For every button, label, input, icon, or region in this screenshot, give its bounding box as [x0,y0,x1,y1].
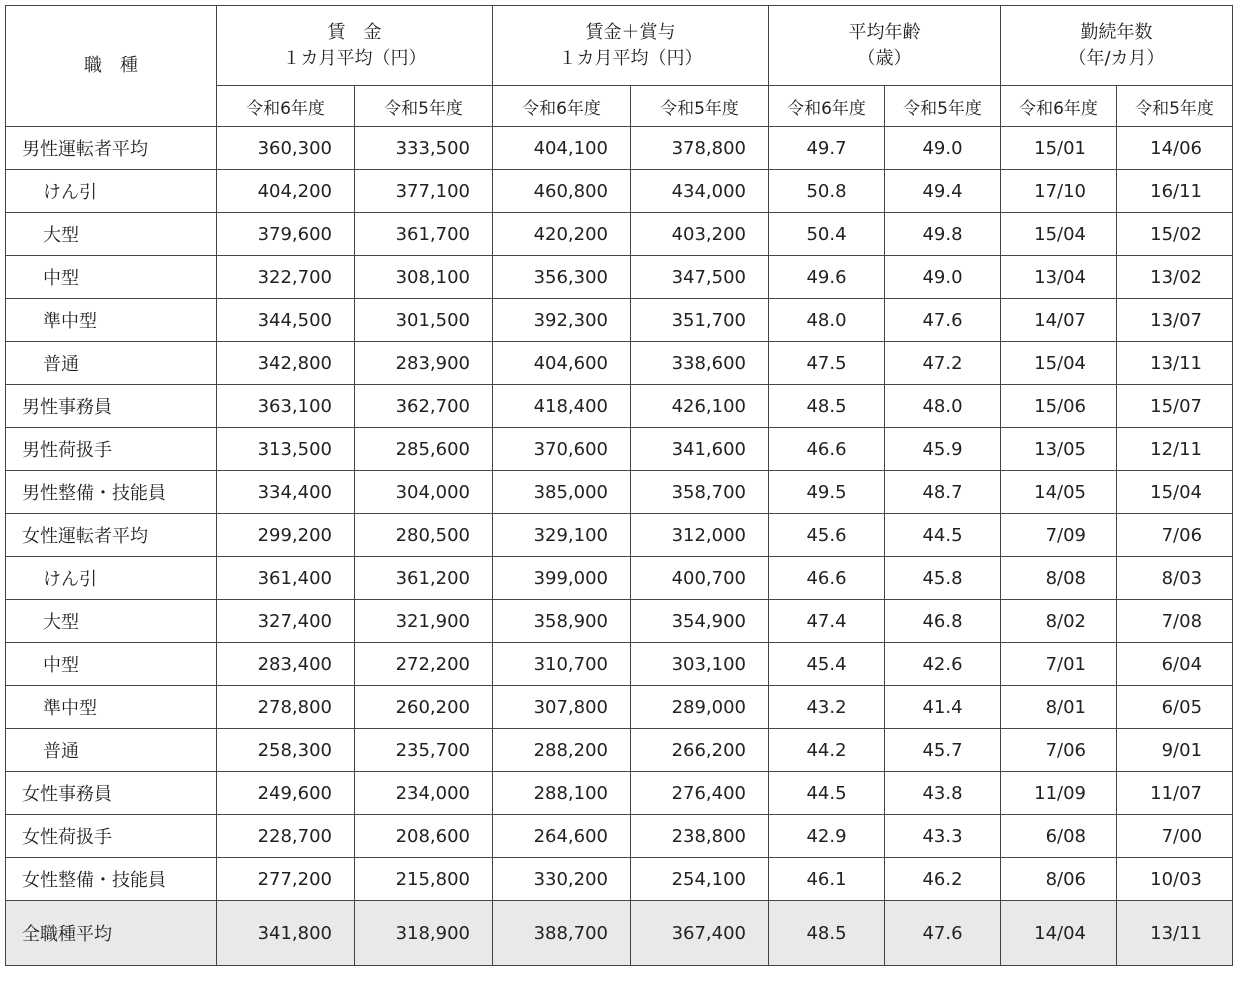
table-cell: 260,200 [355,686,493,729]
table-cell: 370,600 [493,428,631,471]
table-row [6,471,1233,514]
table-cell: 45.7 [885,729,1001,772]
table-cell: 434,000 [631,170,769,213]
table-cell: 304,000 [355,471,493,514]
table-cell: 12/11 [1117,428,1233,471]
table-cell: 43.8 [885,772,1001,815]
table-cell: 330,200 [493,858,631,901]
table-cell: 388,700 [493,901,631,966]
row-job-name: 男性事務員 [6,385,217,428]
table-cell: 13/04 [1001,256,1117,299]
table-cell: 321,900 [355,600,493,643]
table-cell: 9/01 [1117,729,1233,772]
header-job-type: 職 種 [6,6,217,127]
table-cell: 49.0 [885,256,1001,299]
table-cell: 460,800 [493,170,631,213]
table-cell: 208,600 [355,815,493,858]
table-cell: 400,700 [631,557,769,600]
table-cell: 266,200 [631,729,769,772]
table-cell: 46.6 [769,557,885,600]
table-cell: 6/08 [1001,815,1117,858]
table-cell: 303,100 [631,643,769,686]
row-job-name: けん引 [6,170,217,213]
header-wage-line2: １カ月平均（円） [282,47,427,69]
table-cell: 49.5 [769,471,885,514]
table-cell: 50.8 [769,170,885,213]
table-cell: 289,000 [631,686,769,729]
subheader-wagebonus-r6: 令和6年度 [493,86,631,127]
table-cell: 14/07 [1001,299,1117,342]
table-cell: 10/03 [1117,858,1233,901]
row-job-name: 準中型 [6,686,217,729]
table-cell: 403,200 [631,213,769,256]
table-row [6,686,1233,729]
table-cell: 48.5 [769,901,885,966]
table-cell: 392,300 [493,299,631,342]
header-wage-bonus-line2: １カ月平均（円） [558,47,703,69]
header-wage-bonus [493,6,769,86]
table-cell: 404,100 [493,127,631,170]
table-cell: 46.1 [769,858,885,901]
table-cell: 16/11 [1117,170,1233,213]
row-job-name: 中型 [6,256,217,299]
table-cell: 46.2 [885,858,1001,901]
header-wage [217,6,493,86]
table-cell: 367,400 [631,901,769,966]
table-cell: 361,200 [355,557,493,600]
table-cell: 285,600 [355,428,493,471]
table-cell: 8/02 [1001,600,1117,643]
row-job-name: 普通 [6,729,217,772]
table-cell: 342,800 [217,342,355,385]
table-cell: 45.8 [885,557,1001,600]
table-cell: 399,000 [493,557,631,600]
table-cell: 234,000 [355,772,493,815]
table-cell: 48.7 [885,471,1001,514]
subheader-tenure-r6: 令和6年度 [1001,86,1117,127]
table-cell: 15/04 [1001,213,1117,256]
table-cell: 44.5 [885,514,1001,557]
table-cell: 313,500 [217,428,355,471]
table-cell: 49.6 [769,256,885,299]
table-cell: 43.2 [769,686,885,729]
table-cell: 42.6 [885,643,1001,686]
table-cell: 378,800 [631,127,769,170]
table-cell: 307,800 [493,686,631,729]
table-cell: 356,300 [493,256,631,299]
row-job-name: 全職種平均 [6,901,217,966]
table-cell: 15/07 [1117,385,1233,428]
row-job-name: 男性荷扱手 [6,428,217,471]
table-row [6,815,1233,858]
table-cell: 276,400 [631,772,769,815]
table-cell: 13/11 [1117,901,1233,966]
row-job-name: 大型 [6,213,217,256]
table-cell: 308,100 [355,256,493,299]
header-tenure-line2: （年/カ月） [1068,47,1165,69]
row-job-name: 男性運転者平均 [6,127,217,170]
table-row [6,772,1233,815]
table-cell: 277,200 [217,858,355,901]
row-job-name: 大型 [6,600,217,643]
row-job-name: 女性荷扱手 [6,815,217,858]
table-cell: 301,500 [355,299,493,342]
wage-table-container [5,5,1233,966]
table-cell: 8/03 [1117,557,1233,600]
table-cell: 17/10 [1001,170,1117,213]
table-row [6,385,1233,428]
table-cell: 42.9 [769,815,885,858]
table-cell: 14/06 [1117,127,1233,170]
table-cell: 44.5 [769,772,885,815]
table-cell: 360,300 [217,127,355,170]
row-job-name: けん引 [6,557,217,600]
table-cell: 288,100 [493,772,631,815]
header-tenure [1001,6,1233,86]
table-cell: 278,800 [217,686,355,729]
table-cell: 347,500 [631,256,769,299]
table-cell: 13/07 [1117,299,1233,342]
table-row [6,342,1233,385]
table-cell: 385,000 [493,471,631,514]
table-cell: 14/05 [1001,471,1117,514]
row-job-name: 女性運転者平均 [6,514,217,557]
table-cell: 283,400 [217,643,355,686]
table-cell: 47.4 [769,600,885,643]
table-cell: 8/01 [1001,686,1117,729]
table-row [6,127,1233,170]
table-cell: 11/07 [1117,772,1233,815]
row-job-name: 女性事務員 [6,772,217,815]
table-cell: 7/00 [1117,815,1233,858]
table-cell: 312,000 [631,514,769,557]
table-row [6,729,1233,772]
table-row [6,299,1233,342]
table-cell: 333,500 [355,127,493,170]
header-wage-bonus-line1: 賃金＋賞与 [585,21,676,43]
row-job-name: 女性整備・技能員 [6,858,217,901]
header-average-age-line1: 平均年齢 [848,21,921,43]
row-job-name: 中型 [6,643,217,686]
subheader-age-r5: 令和5年度 [885,86,1001,127]
table-cell: 49.4 [885,170,1001,213]
table-cell: 15/06 [1001,385,1117,428]
table-cell: 49.8 [885,213,1001,256]
table-row [6,901,1233,966]
table-cell: 329,100 [493,514,631,557]
table-cell: 215,800 [355,858,493,901]
header-tenure-line1: 勤続年数 [1080,21,1153,43]
table-row [6,256,1233,299]
table-cell: 254,100 [631,858,769,901]
table-cell: 7/06 [1117,514,1233,557]
table-row [6,643,1233,686]
table-cell: 6/05 [1117,686,1233,729]
table-cell: 358,700 [631,471,769,514]
table-cell: 258,300 [217,729,355,772]
table-cell: 299,200 [217,514,355,557]
table-cell: 338,600 [631,342,769,385]
row-job-name: 普通 [6,342,217,385]
table-cell: 235,700 [355,729,493,772]
table-cell: 426,100 [631,385,769,428]
table-cell: 6/04 [1117,643,1233,686]
table-cell: 351,700 [631,299,769,342]
subheader-tenure-r5: 令和5年度 [1117,86,1233,127]
table-cell: 379,600 [217,213,355,256]
header-average-age [769,6,1001,86]
header-average-age-line2: （歳） [857,47,912,69]
table-cell: 280,500 [355,514,493,557]
table-cell: 13/02 [1117,256,1233,299]
table-cell: 361,400 [217,557,355,600]
table-cell: 334,400 [217,471,355,514]
table-cell: 418,400 [493,385,631,428]
table-cell: 48.0 [769,299,885,342]
table-cell: 362,700 [355,385,493,428]
table-body [6,127,1233,966]
table-cell: 363,100 [217,385,355,428]
table-cell: 272,200 [355,643,493,686]
table-cell: 45.9 [885,428,1001,471]
table-cell: 15/01 [1001,127,1117,170]
table-cell: 7/08 [1117,600,1233,643]
table-cell: 49.7 [769,127,885,170]
table-row [6,170,1233,213]
table-cell: 322,700 [217,256,355,299]
table-cell: 7/06 [1001,729,1117,772]
wage-table [5,5,1233,966]
table-cell: 15/04 [1001,342,1117,385]
table-cell: 44.2 [769,729,885,772]
table-cell: 8/06 [1001,858,1117,901]
subheader-wage-r6: 令和6年度 [217,86,355,127]
table-cell: 344,500 [217,299,355,342]
table-cell: 47.5 [769,342,885,385]
table-cell: 47.6 [885,299,1001,342]
table-cell: 228,700 [217,815,355,858]
table-row [6,213,1233,256]
table-cell: 50.4 [769,213,885,256]
table-cell: 310,700 [493,643,631,686]
table-cell: 41.4 [885,686,1001,729]
table-cell: 318,900 [355,901,493,966]
header-wage-line1: 賃 金 [327,21,382,43]
table-cell: 49.0 [885,127,1001,170]
table-row [6,557,1233,600]
table-cell: 13/11 [1117,342,1233,385]
table-cell: 288,200 [493,729,631,772]
table-cell: 45.4 [769,643,885,686]
table-cell: 341,800 [217,901,355,966]
table-cell: 48.5 [769,385,885,428]
table-cell: 420,200 [493,213,631,256]
table-cell: 46.8 [885,600,1001,643]
table-cell: 249,600 [217,772,355,815]
table-cell: 283,900 [355,342,493,385]
subheader-wagebonus-r5: 令和5年度 [631,86,769,127]
table-cell: 8/08 [1001,557,1117,600]
table-cell: 46.6 [769,428,885,471]
table-row [6,514,1233,557]
table-cell: 264,600 [493,815,631,858]
row-job-name: 男性整備・技能員 [6,471,217,514]
table-cell: 7/09 [1001,514,1117,557]
table-cell: 15/04 [1117,471,1233,514]
table-cell: 48.0 [885,385,1001,428]
subheader-age-r6: 令和6年度 [769,86,885,127]
table-cell: 11/09 [1001,772,1117,815]
table-row [6,858,1233,901]
table-cell: 45.6 [769,514,885,557]
table-cell: 327,400 [217,600,355,643]
table-cell: 47.2 [885,342,1001,385]
table-cell: 358,900 [493,600,631,643]
table-cell: 341,600 [631,428,769,471]
table-cell: 13/05 [1001,428,1117,471]
table-cell: 354,900 [631,600,769,643]
row-job-name: 準中型 [6,299,217,342]
table-cell: 404,600 [493,342,631,385]
table-cell: 43.3 [885,815,1001,858]
table-cell: 377,100 [355,170,493,213]
table-cell: 404,200 [217,170,355,213]
table-cell: 47.6 [885,901,1001,966]
table-cell: 7/01 [1001,643,1117,686]
subheader-wage-r5: 令和5年度 [355,86,493,127]
table-cell: 361,700 [355,213,493,256]
table-cell: 14/04 [1001,901,1117,966]
table-row [6,428,1233,471]
table-cell: 238,800 [631,815,769,858]
table-row [6,600,1233,643]
table-cell: 15/02 [1117,213,1233,256]
